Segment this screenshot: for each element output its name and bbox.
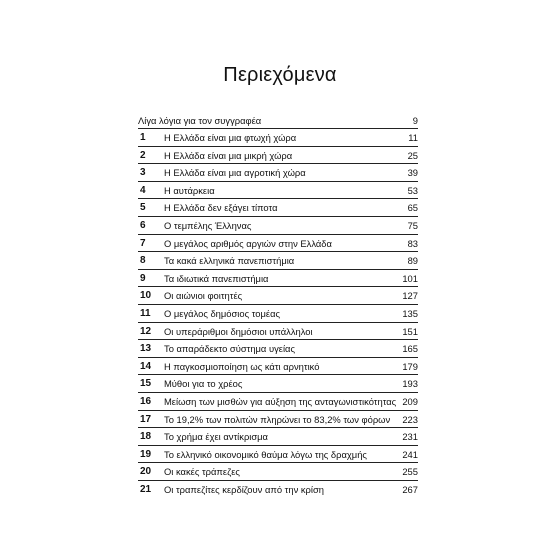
chapter-page-number: 267 [402,484,418,495]
chapter-number: 20 [140,466,152,478]
chapter-page-number: 241 [402,448,418,460]
chapter-number: 5 [140,202,146,214]
chapter-page-number: 193 [402,378,418,390]
chapter-page-number: 11 [408,132,418,143]
chapter-page-number: 223 [402,413,418,425]
toc-row [138,236,418,252]
chapter-number: 7 [140,237,146,249]
chapter-page-number: 25 [407,149,418,161]
chapter-title: Οι αιώνιοι φοιτητές [164,290,243,302]
row-divider [138,445,418,446]
chapter-title: Η αυτάρκεια [164,184,215,196]
chapter-number: 8 [140,255,146,267]
toc-row [138,394,418,410]
row-divider [138,427,418,428]
chapter-number: 3 [140,167,146,179]
chapter-title: Το ελληνικό οικονομικό θαύμα λόγω της δραχμής [164,448,367,460]
row-divider [138,269,418,270]
intro-title: Λίγα λόγια για τον συγγραφέα [138,115,262,126]
row-divider [138,462,418,463]
chapter-number: 14 [140,360,152,372]
chapter-number: 18 [140,431,152,443]
row-divider [138,480,418,481]
chapter-title: Η Ελλάδα είναι μια μικρή χώρα [164,149,293,161]
chapter-title: Η Ελλάδα δεν εξάγει τίποτα [164,202,278,214]
chapter-title: Τα ιδιωτικά πανεπιστήμια [164,272,269,284]
chapter-number: 13 [140,343,152,355]
chapter-page-number: 135 [402,308,418,319]
toc-row [138,464,418,480]
row-divider [138,234,418,235]
chapter-title: Ο μεγάλος αριθμός αργιών στην Ελλάδα [164,237,332,249]
row-divider [138,181,418,182]
toc-row [138,482,418,498]
toc-row [138,271,418,287]
chapter-number: 4 [140,184,146,196]
chapter-title: Οι τραπεζίτες κερδίζουν από την κρίση [164,484,324,495]
chapter-title: Η Ελλάδα είναι μια φτωχή χώρα [164,132,297,143]
intro-page-number: 9 [412,115,418,126]
toc-row [138,412,418,428]
row-divider [138,198,418,199]
chapter-page-number: 127 [402,290,418,302]
chapter-number: 2 [140,149,146,161]
chapter-title: Οι κακές τράπεζες [164,466,240,478]
row-divider [138,163,418,164]
chapter-page-number: 179 [402,360,418,372]
row-divider [138,392,418,393]
page-title: Περιεχόμενα [223,64,337,86]
chapter-page-number: 75 [407,220,418,231]
chapter-page-number: 231 [402,431,418,443]
toc-row [138,148,418,164]
chapter-number: 10 [140,290,152,302]
row-divider [138,251,418,252]
chapter-title: Το απαράδεκτο σύστημα υγείας [164,343,295,355]
toc-row [138,253,418,269]
chapter-title: Ο μεγάλος δημόσιος τομέας [164,308,281,319]
chapter-number: 11 [140,308,151,319]
toc-row [138,376,418,392]
row-divider [138,216,418,217]
chapter-title: Τα κακά ελληνικά πανεπιστήμια [164,255,295,267]
toc-row [138,306,418,322]
chapter-page-number: 39 [407,167,418,179]
chapter-title: Η Ελλάδα είναι μια αγροτική χώρα [164,167,306,179]
chapter-number: 6 [140,220,146,231]
chapter-title: Μύθοι για το χρέος [164,378,243,390]
chapter-page-number: 101 [402,272,418,284]
toc-row [138,447,418,463]
chapter-page-number: 89 [407,255,418,267]
row-divider [138,357,418,358]
chapter-number: 9 [140,272,146,284]
row-divider [138,322,418,323]
toc-row [138,324,418,340]
row-divider [138,339,418,340]
chapter-number: 17 [140,413,152,425]
chapter-page-number: 83 [407,237,418,249]
chapter-page-number: 165 [402,343,418,355]
toc-row [138,165,418,181]
chapter-number: 12 [140,325,152,337]
chapter-number: 19 [140,448,152,460]
chapter-number: 21 [140,484,152,495]
row-divider [138,304,418,305]
toc-row [138,130,418,146]
chapter-title: Το χρήμα έχει αντίκρισμα [164,431,268,443]
chapter-page-number: 209 [402,396,418,407]
chapter-number: 15 [140,378,152,390]
toc-row [138,288,418,304]
chapter-title: Ο τεμπέλης Έλληνας [164,220,252,231]
row-divider [138,410,418,411]
toc-row [138,359,418,375]
chapter-title: Μείωση των μισθών για αύξηση της ανταγωνιστικότητας [164,396,397,407]
toc-row [138,218,418,234]
chapter-number: 1 [140,132,146,143]
chapter-title: Το 19,2% των πολιτών πληρώνει το 83,2% των φόρων [164,413,391,425]
chapter-page-number: 65 [407,202,418,214]
row-divider [138,374,418,375]
toc-row [138,429,418,445]
chapter-number: 16 [140,396,152,407]
toc-row [138,183,418,199]
toc-row [138,341,418,357]
toc-row [138,200,418,216]
chapter-title: Οι υπεράριθμοι δημόσιοι υπάλληλοι [164,325,313,337]
chapter-page-number: 53 [407,184,418,196]
row-divider [138,286,418,287]
chapter-title: Η παγκοσμιοποίηση ως κάτι αρνητικό [164,360,320,372]
chapter-page-number: 151 [402,325,418,337]
row-divider [138,146,418,147]
row-divider [138,128,418,129]
chapter-page-number: 255 [402,466,418,478]
